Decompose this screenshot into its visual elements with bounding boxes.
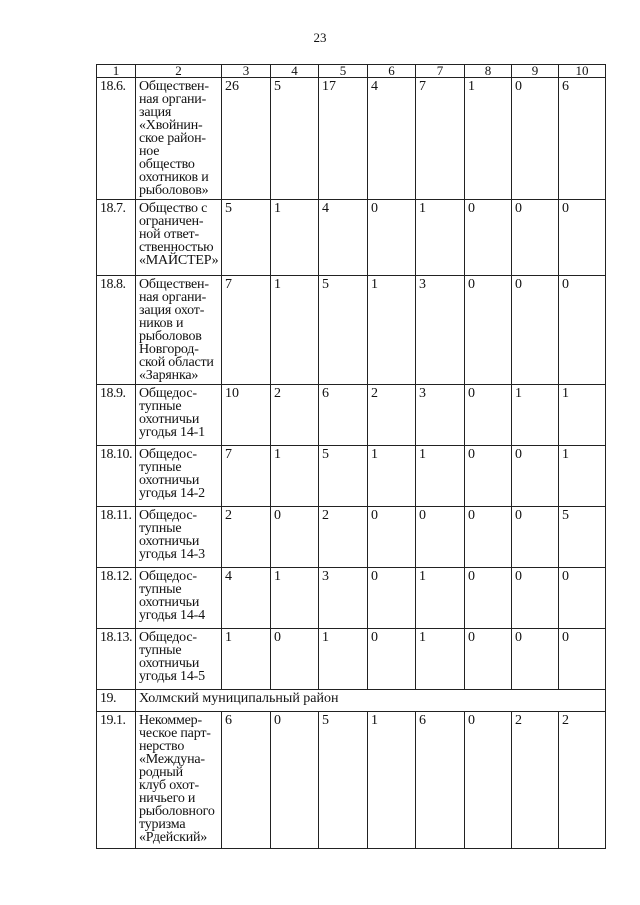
organization-name: Обществен- ная органи- зация охот- ников и рыболовов Новгород- ской области «Зарянка» [136, 276, 222, 385]
value-cell: 17 [319, 78, 368, 200]
column-header: 2 [136, 65, 222, 78]
value-cell: 3 [416, 385, 465, 446]
column-header: 1 [97, 65, 136, 78]
value-cell: 6 [222, 712, 271, 849]
value-cell: 4 [368, 78, 416, 200]
value-cell: 1 [559, 385, 606, 446]
value-cell: 1 [416, 629, 465, 690]
value-cell: 0 [559, 276, 606, 385]
value-cell: 7 [222, 446, 271, 507]
value-cell: 0 [512, 78, 559, 200]
table-row [97, 446, 606, 507]
value-cell: 0 [465, 712, 512, 849]
organization-name: Общество с ограничен- ной ответ- ственностью «МАЙСТЕР» [136, 200, 222, 276]
table-row [97, 568, 606, 629]
organization-name: Некоммер- ческое парт- нерство «Междуна- родный клуб охот- ничьего и рыболовного туризма «Рдейский» [136, 712, 222, 849]
value-cell: 0 [368, 568, 416, 629]
value-cell: 1 [271, 446, 319, 507]
value-cell: 26 [222, 78, 271, 200]
value-cell: 1 [416, 568, 465, 629]
value-cell: 0 [465, 507, 512, 568]
table-row [97, 385, 606, 446]
value-cell: 5 [271, 78, 319, 200]
value-cell: 1 [271, 568, 319, 629]
value-cell: 3 [319, 568, 368, 629]
value-cell: 2 [319, 507, 368, 568]
value-cell: 6 [559, 78, 606, 200]
row-number: 18.10. [97, 446, 136, 507]
value-cell: 0 [512, 507, 559, 568]
column-header: 4 [271, 65, 319, 78]
value-cell: 1 [368, 276, 416, 385]
value-cell: 0 [368, 507, 416, 568]
value-cell: 5 [222, 200, 271, 276]
organization-name: Обществен- ная органи- зация «Хвойнин- ское район- ное общество охотников и рыболовов» [136, 78, 222, 200]
value-cell: 6 [416, 712, 465, 849]
value-cell: 1 [416, 200, 465, 276]
value-cell: 0 [465, 446, 512, 507]
column-header: 10 [559, 65, 606, 78]
column-header: 5 [319, 65, 368, 78]
value-cell: 2 [512, 712, 559, 849]
value-cell: 7 [416, 78, 465, 200]
value-cell: 0 [559, 568, 606, 629]
value-cell: 5 [559, 507, 606, 568]
table-row [97, 276, 606, 385]
value-cell: 0 [512, 568, 559, 629]
row-number: 18.8. [97, 276, 136, 385]
table-row [97, 507, 606, 568]
section-row [97, 690, 606, 712]
value-cell: 5 [319, 446, 368, 507]
value-cell: 2 [368, 385, 416, 446]
value-cell: 2 [222, 507, 271, 568]
value-cell: 1 [512, 385, 559, 446]
row-number: 18.13. [97, 629, 136, 690]
column-header: 6 [368, 65, 416, 78]
page-number: 23 [313, 30, 327, 45]
value-cell: 0 [465, 385, 512, 446]
row-number: 19. [97, 690, 136, 712]
column-header: 8 [465, 65, 512, 78]
row-number: 18.12. [97, 568, 136, 629]
value-cell: 0 [465, 276, 512, 385]
organization-name: Общедос- тупные охотничьи угодья 14-5 [136, 629, 222, 690]
column-header: 3 [222, 65, 271, 78]
value-cell: 0 [512, 446, 559, 507]
value-cell: 2 [271, 385, 319, 446]
value-cell: 0 [271, 507, 319, 568]
value-cell: 1 [368, 712, 416, 849]
table-row [97, 200, 606, 276]
row-number: 18.11. [97, 507, 136, 568]
value-cell: 0 [416, 507, 465, 568]
value-cell: 0 [368, 629, 416, 690]
table-row [97, 78, 606, 200]
organization-name: Общедос- тупные охотничьи угодья 14-4 [136, 568, 222, 629]
value-cell: 10 [222, 385, 271, 446]
column-header: 9 [512, 65, 559, 78]
value-cell: 0 [512, 629, 559, 690]
value-cell: 1 [559, 446, 606, 507]
value-cell: 6 [319, 385, 368, 446]
value-cell: 4 [319, 200, 368, 276]
value-cell: 5 [319, 712, 368, 849]
organization-name: Общедос- тупные охотничьи угодья 14-1 [136, 385, 222, 446]
value-cell: 0 [512, 276, 559, 385]
row-number: 18.9. [97, 385, 136, 446]
row-number: 19.1. [97, 712, 136, 849]
value-cell: 5 [319, 276, 368, 385]
value-cell: 0 [465, 629, 512, 690]
header-row [97, 65, 606, 78]
value-cell: 0 [559, 200, 606, 276]
column-header: 7 [416, 65, 465, 78]
value-cell: 1 [271, 276, 319, 385]
organization-name: Общедос- тупные охотничьи угодья 14-2 [136, 446, 222, 507]
value-cell: 1 [416, 446, 465, 507]
value-cell: 3 [416, 276, 465, 385]
value-cell: 0 [271, 629, 319, 690]
value-cell: 4 [222, 568, 271, 629]
row-number: 18.7. [97, 200, 136, 276]
value-cell: 1 [465, 78, 512, 200]
table-body [97, 78, 606, 849]
value-cell: 1 [368, 446, 416, 507]
value-cell: 0 [465, 568, 512, 629]
value-cell: 1 [271, 200, 319, 276]
value-cell: 0 [559, 629, 606, 690]
table-row [97, 629, 606, 690]
organization-name: Общедос- тупные охотничьи угодья 14-3 [136, 507, 222, 568]
value-cell: 0 [271, 712, 319, 849]
hunting-grounds-table [96, 64, 606, 849]
value-cell: 7 [222, 276, 271, 385]
value-cell: 1 [319, 629, 368, 690]
value-cell: 0 [465, 200, 512, 276]
value-cell: 0 [368, 200, 416, 276]
table-row [97, 712, 606, 849]
value-cell: 2 [559, 712, 606, 849]
section-title: Холмский муниципальный район [136, 690, 606, 712]
row-number: 18.6. [97, 78, 136, 200]
value-cell: 1 [222, 629, 271, 690]
value-cell: 0 [512, 200, 559, 276]
